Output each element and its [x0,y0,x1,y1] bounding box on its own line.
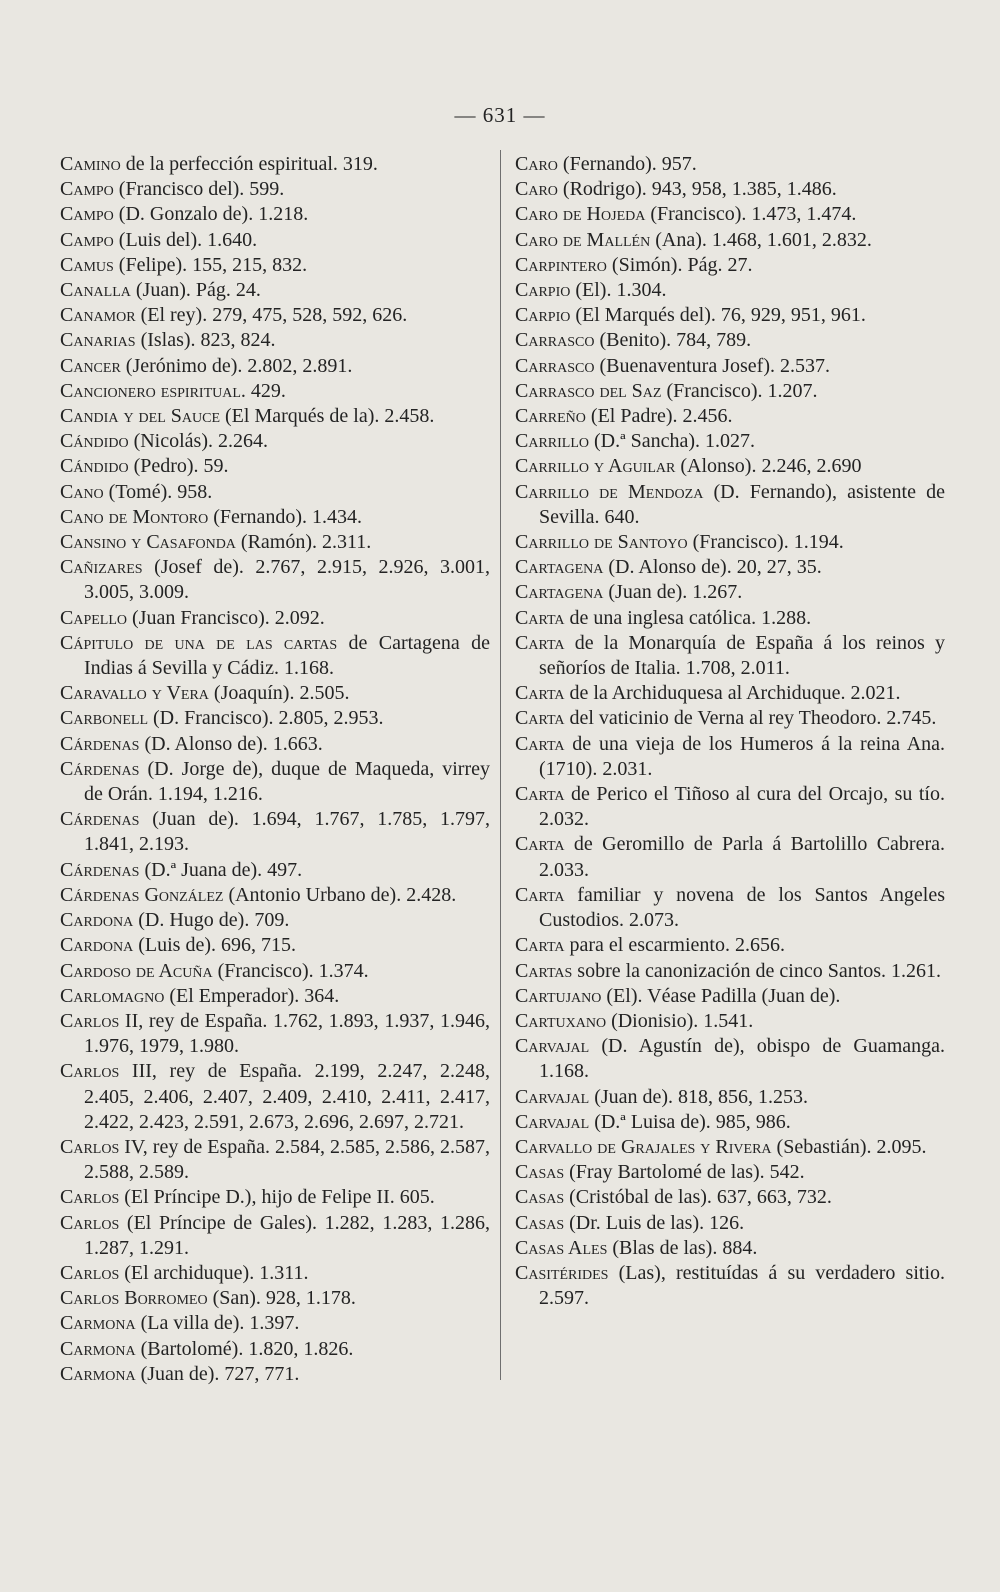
index-entry [60,807,490,857]
entry-heading: Cancionero espiritual. [60,379,246,402]
entry-text: (Alonso). 2.246, 2.690 [680,455,862,478]
entry-text: (El Príncipe D.), hijo de Felipe II. 605. [124,1186,435,1209]
entry-text: (Juan de). 1.267. [608,581,743,604]
entry-text: (Ramón). 2.311. [240,531,372,554]
entry-heading: Caro [515,153,558,175]
entry-text: (Juan de). 1.694, 1.767, 1.785, 1.797, 1.841, 2.193. [84,808,491,856]
entry-text: (El Marqués de la). 2.458. [225,405,435,428]
entry-heading: Carvallo de Grajales y Rivera [515,1135,772,1158]
entry-heading: Cansino y Casafonda [60,531,236,554]
index-entry [60,1211,490,1261]
entry-heading: Casas [515,1186,565,1209]
entry-text: para el escarmiento. 2.656. [569,934,785,957]
index-entry [60,959,490,984]
index-entry [515,429,945,454]
index-entry [515,328,945,353]
entry-heading: Carta [515,707,565,730]
entry-heading: Casas [515,1211,565,1234]
entry-heading: Carlos [60,1060,120,1083]
index-entry [60,429,490,454]
entry-text: (Fernando). 957. [562,153,697,175]
index-entry [60,530,490,555]
entry-text: (El Marqués del). 76, 929, 951, 961. [575,304,866,327]
index-entry [60,681,490,706]
entry-text: (El archiduque). 1.311. [124,1261,309,1284]
entry-heading: Campo [60,228,114,251]
entry-heading: Cándido [60,455,129,478]
index-entry [60,908,490,933]
entry-heading: Carmona [60,1362,136,1385]
entry-text: (Francisco). 1.194. [692,531,844,554]
entry-heading: Cartagena [515,556,604,579]
index-entry [515,555,945,580]
entry-heading: Capello [60,606,128,629]
entry-text: (Juan de). 727, 771. [140,1362,300,1385]
entry-heading: Carlos [60,1261,120,1284]
entry-heading: Carrasco del Saz [515,379,662,402]
entry-heading: Carpio [515,304,571,327]
entry-heading: Carmona [60,1312,136,1335]
entry-text: (D.ª Sancha). 1.027. [594,430,756,453]
entry-heading: Cartagena [515,581,604,604]
index-entry [515,1034,945,1084]
index-entry [515,354,945,379]
entry-text: (El Emperador). 364. [169,984,340,1007]
entry-heading: Carlos [60,1135,120,1158]
entry-text: (Antonio Urbano de). 2.428. [228,883,457,906]
entry-text: (D.ª Luisa de). 985, 986. [594,1110,791,1133]
index-entry [515,832,945,882]
index-entry [60,1311,490,1336]
entry-heading: Carlos [60,1186,120,1209]
entry-text: (Las), restituídas á su verdadero sitio. 2.597. [539,1261,946,1310]
index-entry [515,177,945,202]
entry-text: (D. Alonso de). 20, 27, 35. [608,556,822,579]
entry-heading: Canalla [60,279,131,302]
entry-text: 429. [250,379,286,402]
entry-text: (Jerónimo de). 2.802, 2.891. [125,354,353,377]
index-entry [515,278,945,303]
index-entry [515,228,945,253]
entry-heading: Cartujano [515,984,602,1007]
index-entry [60,1009,490,1059]
index-entry [515,454,945,479]
left-column [60,152,490,1387]
index-entry [515,202,945,227]
index-entry [60,379,490,404]
entry-text: (El Príncipe de Gales). 1.282, 1.283, 1.286, 1.287, 1.291. [84,1211,490,1259]
entry-text: (Felipe). 155, 215, 832. [118,253,308,276]
index-entry [515,1236,945,1261]
entry-text: (Juan de). 818, 856, 1.253. [594,1085,809,1108]
index-entry [60,505,490,530]
entry-heading: Carvajal [515,1085,590,1108]
entry-heading: Caro [515,178,558,201]
entry-text: familiar y novena de los Santos Angeles Custodios. 2.073. [539,883,946,932]
entry-text: de Cartagena de Indias á Sevilla y Cádiz. 1.168. [84,631,490,680]
entry-text: del vaticinio de Verna al rey Theodoro. 2.745. [569,707,937,730]
index-entry [60,631,490,681]
index-entry [60,858,490,883]
entry-text: III, rey de España. 2.199, 2.247, 2.248, 2.405, 2.406, 2.407, 2.409, 2.410, 2.411, 2.417, 2.422, 2.423, 2.591, 2.673, 2.696, 2.697, 2.721. [84,1060,490,1133]
entry-text: II, rey de España. 1.762, 1.893, 1.937, 1.946, 1.976, 1979, 1.980. [84,1009,490,1058]
entry-heading: Carrillo de Santoyo [515,531,688,554]
entry-text: (El rey). 279, 475, 528, 592, 626. [140,304,408,327]
entry-heading: Carrasco [515,354,595,377]
entry-text: (La villa de). 1.397. [140,1312,300,1335]
entry-heading: Carlos Borromeo [60,1287,208,1310]
entry-text: (San). 928, 1.178. [212,1287,356,1310]
index-entry [515,303,945,328]
entry-heading: Carrasco [515,329,595,352]
entry-text: (D. Jorge de), duque de Maqueda, virrey de Orán. 1.194, 1.216. [84,757,490,806]
entry-heading: Carlomagno [60,984,165,1007]
index-entry [60,152,490,177]
entry-text: (Juan Francisco). 2.092. [132,606,325,629]
entry-heading: Carta [515,732,565,755]
index-entry [515,631,945,681]
entry-text: (Pedro). 59. [133,455,229,478]
index-entry [60,354,490,379]
entry-heading: Cardona [60,909,134,932]
index-entry [515,732,945,782]
entry-text: (D. Francisco). 2.805, 2.953. [153,707,384,730]
entry-text: (Juan). Pág. 24. [135,279,261,302]
entry-heading: Casas [515,1161,565,1184]
index-entry [60,555,490,605]
index-entry [60,1059,490,1135]
entry-text: de la perfección espiritual. 319. [125,153,378,175]
entry-text: (Benito). 784, 789. [599,329,752,352]
index-entry [60,303,490,328]
entry-heading: Caro de Hojeda [515,203,646,226]
entry-text: (El). 1.304. [575,279,667,302]
entry-text: (Francisco). 1.473, 1.474. [650,203,857,226]
entry-heading: Carmona [60,1337,136,1360]
entry-text: de la Monarquía de España á los reinos y señoríos de Italia. 1.708, 2.011. [539,631,946,680]
entry-heading: Carta [515,682,565,705]
entry-heading: Cárdenas [60,757,140,780]
entry-text: (Dionisio). 1.541. [611,1009,754,1032]
entry-text: (Luis del). 1.640. [118,228,258,251]
index-entry [515,1085,945,1110]
index-entry [60,328,490,353]
index-entry [515,883,945,933]
entry-text: (D. Agustín de), obispo de Guamanga. 1.168. [539,1035,946,1083]
entry-heading: Carlos [60,1211,120,1234]
index-entry [60,984,490,1009]
index-entry [515,681,945,706]
index-entry [515,1160,945,1185]
entry-heading: Carta [515,883,565,906]
entry-text: (Francisco del). 599. [118,178,285,201]
index-entry [515,1211,945,1236]
index-entry [60,933,490,958]
entry-text: (Ana). 1.468, 1.601, 2.832. [655,228,872,251]
entry-text: (Tomé). 958. [108,480,213,503]
entry-heading: Cano [60,480,104,503]
index-entry [60,1337,490,1362]
index-entry [60,732,490,757]
entry-text: de Perico el Tiñoso al cura del Orcajo, su tío. 2.032. [539,783,945,831]
entry-text: (Buenaventura Josef). 2.537. [599,354,830,377]
index-entry [60,404,490,429]
entry-heading: Candia y del Sauce [60,405,221,428]
index-entry [515,984,945,1009]
entry-text: (Josef de). 2.767, 2.915, 2.926, 3.001, 3.005, 3.009. [84,556,490,604]
entry-heading: Canarias [60,329,136,352]
entry-text: IV, rey de España. 2.584, 2.585, 2.586, 2.587, 2.588, 2.589. [84,1135,490,1184]
entry-text: (Fray Bartolomé de las). 542. [569,1161,805,1184]
column-divider [500,150,501,1380]
page-number: — 631 — [454,103,546,127]
entry-heading: Caro de Mallén [515,228,651,251]
entry-text: (Nicolás). 2.264. [133,430,268,453]
entry-text: (Islas). 823, 824. [140,329,276,352]
index-entry [60,480,490,505]
entry-heading: Casitérides [515,1261,609,1284]
entry-text: (El). Véase Padilla (Juan de). [606,984,841,1007]
entry-text: (D. Hugo de). 709. [138,909,290,932]
entry-text: (Rodrigo). 943, 958, 1.385, 1.486. [562,178,837,201]
index-entry [515,782,945,832]
index-entry [515,530,945,555]
entry-heading: Cándido [60,430,129,453]
entry-heading: Cartuxano [515,1009,607,1032]
entry-text: de la Archiduquesa al Archiduque. 2.021. [569,682,901,705]
entry-text: (Francisco). 1.207. [666,379,818,402]
entry-heading: Camus [60,253,114,276]
index-entry [515,404,945,429]
entry-text: de una inglesa católica. 1.288. [569,606,812,629]
entry-heading: Carvajal [515,1110,590,1133]
entry-heading: Carrillo y Aguilar [515,455,676,478]
entry-heading: Cañizares [60,556,143,579]
index-entry [60,228,490,253]
entry-text: (Simón). Pág. 27. [611,253,753,276]
entry-heading: Carta [515,934,565,957]
entry-heading: Cartas [515,959,573,982]
entry-heading: Carta [515,606,565,629]
index-entry [515,1009,945,1034]
index-entry [515,152,945,177]
index-entry [515,959,945,984]
entry-heading: Campo [60,178,114,201]
entry-text: (Luis de). 696, 715. [138,934,296,957]
index-entry [515,933,945,958]
entry-heading: Cárdenas [60,808,140,831]
entry-text: (El Padre). 2.456. [590,405,733,428]
index-entry [515,1135,945,1160]
index-entry [515,580,945,605]
entry-heading: Cápitulo de una de las cartas [60,631,338,654]
entry-text: (Cristóbal de las). 637, 663, 732. [569,1186,832,1209]
index-entry [515,1261,945,1311]
entry-heading: Caravallo y Vera [60,682,209,705]
index-entry [60,177,490,202]
index-entry [515,379,945,404]
entry-heading: Carta [515,833,565,856]
index-entry [60,253,490,278]
entry-text: (Blas de las). 884. [612,1236,758,1259]
entry-heading: Casas Ales [515,1236,608,1259]
entry-text: (Fernando). 1.434. [213,505,363,528]
index-entry [515,606,945,631]
entry-heading: Carrillo de Mendoza [515,480,704,503]
entry-text: (D. Alonso de). 1.663. [144,732,323,755]
index-entry [60,454,490,479]
entry-heading: Cancer [60,354,121,377]
entry-heading: Carlos [60,1009,120,1032]
entry-heading: Carpio [515,279,571,302]
index-entry [515,1110,945,1135]
entry-text: sobre la canonización de cinco Santos. 1.261. [577,959,942,982]
entry-heading: Carpintero [515,253,607,276]
entry-heading: Cardoso de Acuña [60,959,213,982]
entry-text: de Geromillo de Parla á Bartolillo Cabrera. 2.033. [539,833,945,881]
entry-heading: Cano de Montoro [60,505,209,528]
index-entry [60,202,490,227]
entry-text: (D. Gonzalo de). 1.218. [118,203,309,226]
entry-heading: Cárdenas [60,858,140,881]
index-entry [60,1135,490,1185]
right-column [515,152,945,1311]
index-entry [60,1362,490,1387]
index-entry [60,606,490,631]
entry-heading: Cárdenas [60,732,140,755]
entry-text: (Francisco). 1.374. [217,959,369,982]
entry-heading: Carta [515,783,565,806]
index-entry [60,1185,490,1210]
index-entry [60,757,490,807]
entry-text: (Dr. Luis de las). 126. [569,1211,745,1234]
entry-text: (Sebastián). 2.095. [776,1135,927,1158]
index-entry [60,706,490,731]
index-entry [515,706,945,731]
entry-text: (D.ª Juana de). 497. [144,858,303,881]
index-entry [60,883,490,908]
index-entry [515,253,945,278]
entry-heading: Camino [60,153,121,175]
entry-text: (Joaquín). 2.505. [213,682,350,705]
entry-heading: Carrillo [515,430,590,453]
index-entry [515,1185,945,1210]
entry-heading: Campo [60,203,114,226]
index-entry [60,1261,490,1286]
entry-text: (D. Fernando), asistente de Sevilla. 640. [539,480,946,528]
index-entry [515,480,945,530]
entry-heading: Cardona [60,934,134,957]
entry-heading: Carbonell [60,707,149,730]
entry-text: de una vieja de los Humeros á la reina Ana. (1710). 2.031. [539,732,946,780]
entry-heading: Carreño [515,405,586,428]
index-entry [60,278,490,303]
entry-heading: Carta [515,631,565,654]
entry-text: (Bartolomé). 1.820, 1.826. [140,1337,354,1360]
entry-heading: Carvajal [515,1035,590,1058]
entry-heading: Cárdenas González [60,883,224,906]
index-entry [60,1286,490,1311]
entry-heading: Canamor [60,304,136,327]
